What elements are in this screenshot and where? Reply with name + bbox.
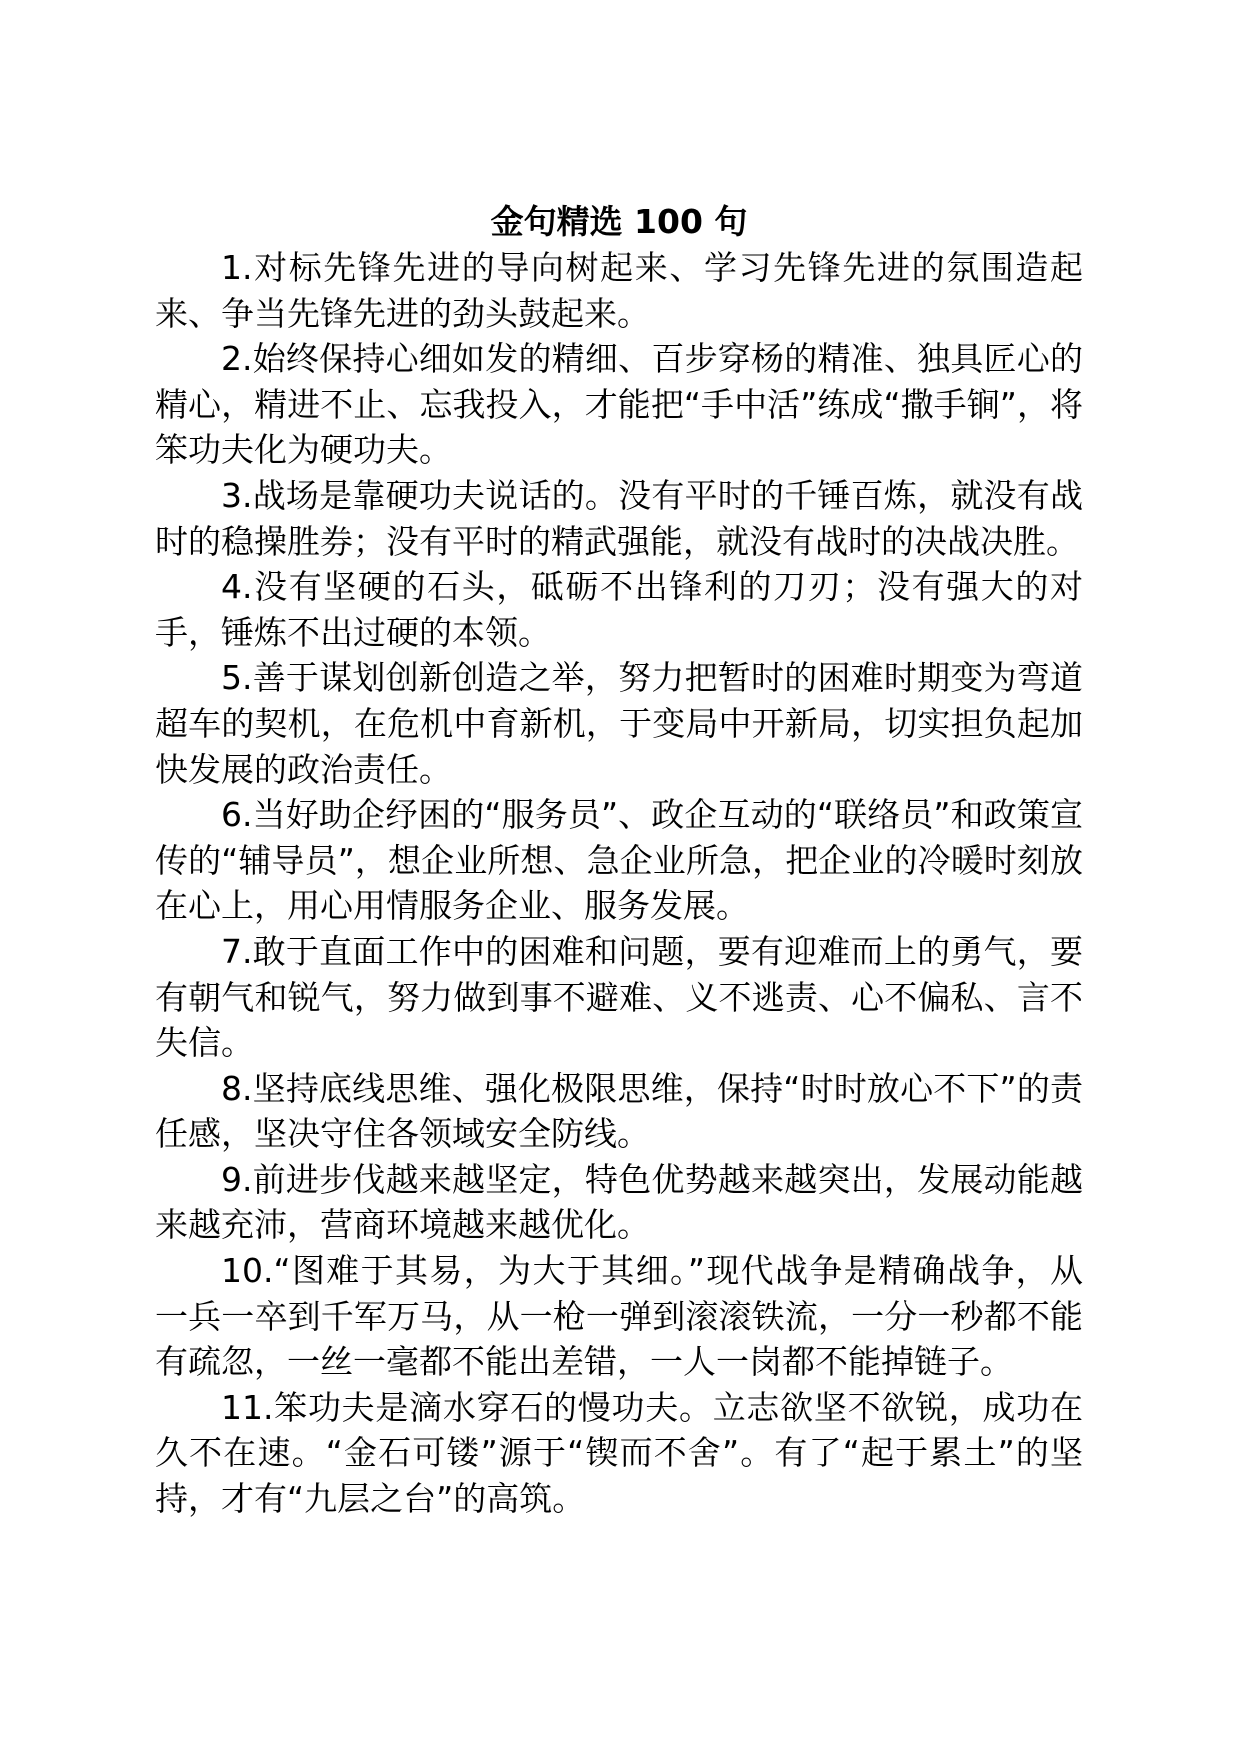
- quote-item-3: 3.战场是靠硬功夫说话的。没有平时的千锤百炼，就没有战时的稳操胜券；没有平时的精武强能，就没有战时的决战决胜。: [155, 475, 1083, 561]
- quote-item-2: 2.始终保持心细如发的精细、百步穿杨的精准、独具匠心的精心，精进不止、忘我投入，才能把“手中活”练成“撒手锏”，将笨功夫化为硬功夫。: [155, 339, 1083, 470]
- quote-item-7: 7.敢于直面工作中的困难和问题，要有迎难而上的勇气，要有朝气和锐气，努力做到事不避难、义不逃责、心不偏私、言不失信。: [155, 931, 1083, 1063]
- document-page: [155, 199, 1083, 1522]
- quote-item-5: 5.善于谋划创新创造之举，努力把暂时的困难时期变为弯道超车的契机，在危机中育新机，于变局中开新局，切实担负起加快发展的政治责任。: [155, 658, 1083, 789]
- quote-item-10: 10.“图难于其易，为大于其细。”现代战争是精确战争，从一兵一卒到千军万马，从一枪一弹到滚滚铁流，一分一秒都不能有疏忽，一丝一毫都不能出差错，一人一岗都不能掉链子。: [155, 1251, 1083, 1382]
- quote-item-11: 11.笨功夫是滴水穿石的慢功夫。立志欲坚不欲锐，成功在久不在速。“金石可镂”源于“锲而不舍”。有了“起于累土”的坚持，才有“九层之台”的高筑。: [155, 1387, 1083, 1519]
- quote-item-1: 1.对标先锋先进的导向树起来、学习先锋先进的氛围造起来、争当先锋先进的劲头鼓起来。: [155, 248, 1083, 333]
- quote-item-8: 8.坚持底线思维、强化极限思维，保持“时时放心不下”的责任感，坚决守住各领域安全防线。: [155, 1068, 1083, 1154]
- document-title: 金句精选 100 句: [490, 202, 748, 241]
- quote-item-4: 4.没有坚硬的石头，砥砺不出锋利的刀刃；没有强大的对手，锤炼不出过硬的本领。: [155, 567, 1083, 652]
- quote-item-9: 9.前进步伐越来越坚定，特色优势越来越突出，发展动能越来越充沛，营商环境越来越优化。: [155, 1159, 1083, 1245]
- quote-item-6: 6.当好助企纾困的“服务员”、政企互动的“联络员”和政策宣传的“辅导员”，想企业所想、急企业所急，把企业的冷暖时刻放在心上，用心用情服务企业、服务发展。: [155, 795, 1083, 926]
